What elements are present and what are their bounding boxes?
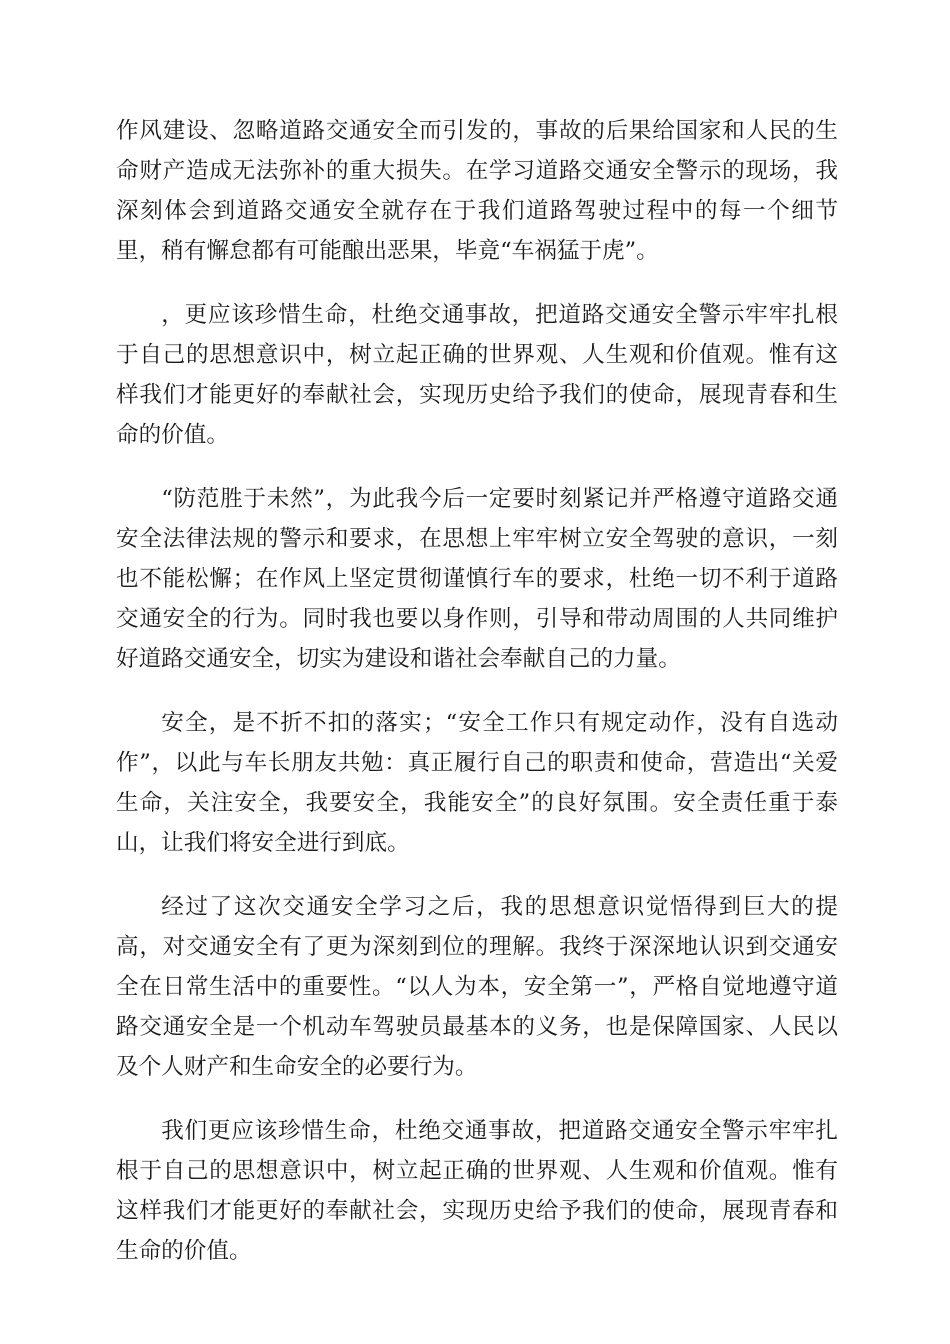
paragraph-4: 安全，是不折不扣的落实；“安全工作只有规定动作，没有自选动作”，以此与车长朋友共勉：真正履行自己的职责和使命，营造出“关爱生命，关注安全，我要安全，我能安全”的良好氛围。安全责任重于泰山，让我们将安全进行到底。 (116, 710, 838, 856)
paragraph-2: ，更应该珍惜生命，杜绝交通事故，把道路交通安全警示牢牢扎根于自己的思想意识中，树立起正确的世界观、人生观和价值观。惟有这样我们才能更好的奉献社会，实现历史给予我们的使命，展现青春和生命的价值。 (116, 302, 838, 448)
paragraph-5: 经过了这次交通安全学习之后，我的思想意识觉悟得到巨大的提高，对交通安全有了更为深刻到位的理解。我终于深深地认识到交通安全在日常生活中的重要性。“以人为本，安全第一”，严格自觉地遵守道路交通安全是一个机动车驾驶员最基本的义务，也是保障国家、人民以及个人财产和生命安全的必要行为。 (116, 894, 838, 1080)
paragraph-6: 我们更应该珍惜生命，杜绝交通事故，把道路交通安全警示牢牢扎根于自己的思想意识中，树立起正确的世界观、人生观和价值观。惟有这样我们才能更好的奉献社会，实现历史给予我们的使命，展现青春和生命的价值。 (116, 1118, 838, 1264)
paragraph-1: 作风建设、忽略道路交通安全而引发的，事故的后果给国家和人民的生命财产造成无法弥补的重大损失。在学习道路交通安全警示的现场，我深刻体会到道路交通安全就存在于我们道路驾驶过程中的每一个细节里，稍有懈怠都有可能酿出恶果，毕竟“车祸猛于虎”。 (116, 118, 838, 264)
document-body (116, 111, 838, 1295)
paragraph-3: “防范胜于未然”，为此我今后一定要时刻紧记并严格遵守道路交通安全法律法规的警示和要求，在思想上牢牢树立安全驾驶的意识，一刻也不能松懈；在作风上坚定贯彻谨慎行车的要求，杜绝一切不利于道路交通安全的行为。同时我也要以身作则，引导和带动周围的人共同维护好道路交通安全，切实为建设和谐社会奉献自己的力量。 (116, 486, 838, 672)
